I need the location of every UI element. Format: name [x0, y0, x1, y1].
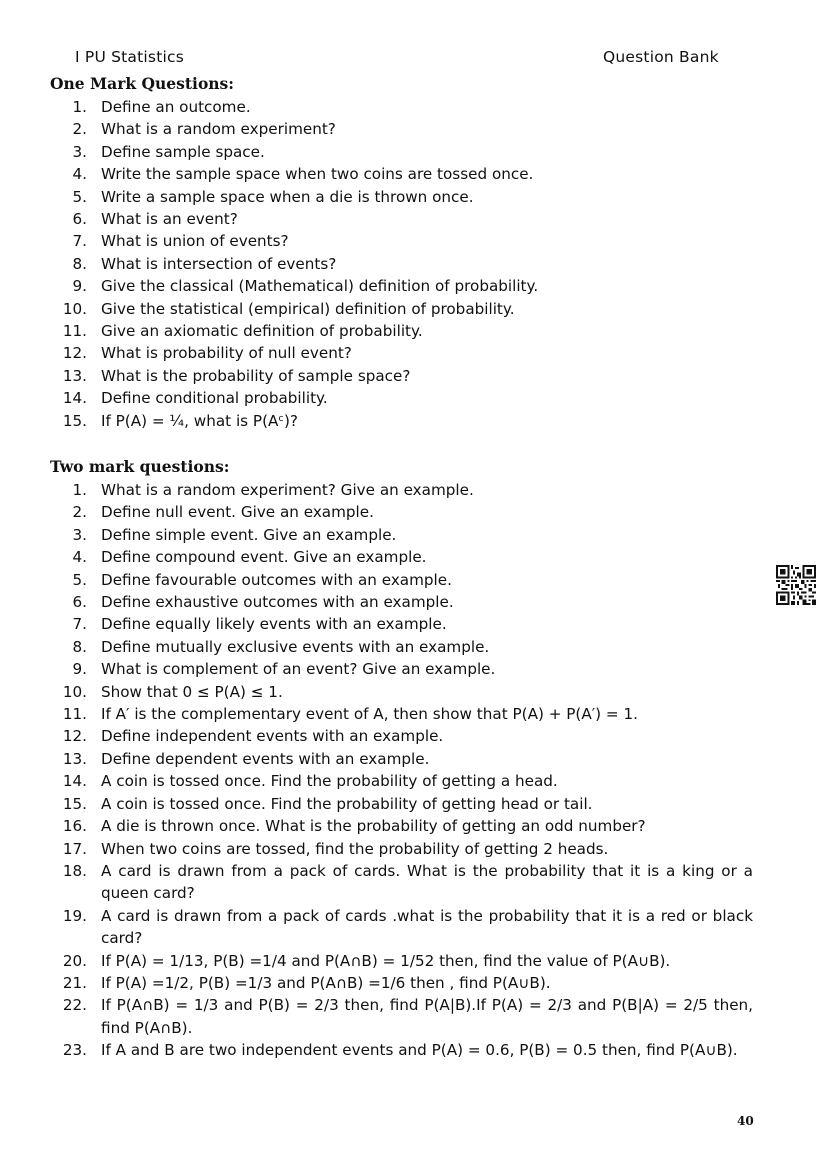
- question-item: [50, 479, 753, 501]
- question-item: [50, 905, 753, 950]
- question-number: 3.: [72, 142, 87, 161]
- two-mark-question-list: [50, 479, 753, 1062]
- question-item: [50, 186, 753, 208]
- question-number: 6.: [72, 210, 87, 229]
- question-number: 11.: [62, 705, 87, 724]
- question-number: 14.: [62, 389, 87, 408]
- question-number: 13.: [62, 366, 87, 385]
- question-number: 2.: [72, 503, 87, 522]
- question-text: What is a random experiment? Give an example.: [101, 481, 474, 499]
- question-number: 22.: [62, 996, 87, 1015]
- question-item: [50, 546, 753, 568]
- question-item: [50, 141, 753, 163]
- question-number: 15.: [62, 411, 87, 430]
- question-text: A card is drawn from a pack of cards. What is the probability that it is a king or a queen card?: [101, 861, 753, 903]
- question-item: [50, 163, 753, 185]
- question-text: A coin is tossed once. Find the probability of getting head or tail.: [101, 794, 593, 813]
- question-text: Define sample space.: [101, 142, 265, 161]
- question-number: 8.: [72, 254, 87, 273]
- question-item: [50, 96, 753, 118]
- question-text: If P(A) = ¼, what is P(Aᶜ)?: [101, 411, 298, 430]
- question-text: What is union of events?: [101, 232, 289, 251]
- question-item: [50, 950, 753, 972]
- question-text: If A′ is the complementary event of A, then show that P(A) + P(A′) = 1.: [101, 705, 638, 724]
- question-number: 16.: [62, 817, 87, 836]
- question-item: [50, 569, 753, 591]
- question-item: [50, 591, 753, 613]
- question-item: [50, 770, 753, 792]
- question-text: Give the statistical (empirical) definition of probability.: [101, 299, 515, 318]
- question-text: Write a sample space when a die is thrown once.: [101, 187, 474, 206]
- question-number: 5.: [72, 187, 87, 206]
- question-item: [50, 387, 753, 409]
- question-item: [50, 298, 753, 320]
- question-text: A coin is tossed once. Find the probability of getting a head.: [101, 772, 558, 791]
- question-number: 4.: [72, 548, 87, 567]
- question-item: [50, 860, 753, 905]
- question-number: 3.: [72, 525, 87, 544]
- question-text: Define mutually exclusive events with an example.: [101, 637, 490, 656]
- question-number: 7.: [72, 615, 87, 634]
- qr-code-icon: [776, 565, 816, 605]
- header-subject: I PU Statistics: [75, 48, 184, 66]
- question-item: [50, 208, 753, 230]
- question-text: What is complement of an event? Give an example.: [101, 660, 496, 679]
- question-number: 21.: [62, 973, 87, 992]
- question-item: [50, 118, 753, 140]
- question-text: Define simple event. Give an example.: [101, 525, 397, 544]
- section-title-two-mark: Two mark questions:: [50, 457, 230, 476]
- question-item: [50, 501, 753, 523]
- question-item: [50, 613, 753, 635]
- question-text: Define null event. Give an example.: [101, 503, 374, 522]
- question-text: Show that 0 ≤ P(A) ≤ 1.: [101, 682, 283, 701]
- question-number: 18.: [62, 861, 87, 880]
- question-text: What is the probability of sample space?: [101, 366, 411, 385]
- question-item: [50, 703, 753, 725]
- question-text: A card is drawn from a pack of cards .what is the probability that it is a red or black card?: [101, 906, 753, 948]
- question-number: 12.: [62, 344, 87, 363]
- question-text: If P(A) = 1/13, P(B) =1/4 and P(A∩B) = 1/52 then, find the value of P(A∪B).: [101, 951, 671, 970]
- question-number: 23.: [62, 1041, 87, 1060]
- question-number: 8.: [72, 637, 87, 656]
- question-text: When two coins are tossed, find the probability of getting 2 heads.: [101, 839, 609, 858]
- question-item: [50, 524, 753, 546]
- question-item: [50, 658, 753, 680]
- question-item: [50, 365, 753, 387]
- question-text: A die is thrown once. What is the probability of getting an odd number?: [101, 817, 646, 836]
- question-item: [50, 838, 753, 860]
- question-text: Define equally likely events with an example.: [101, 615, 447, 634]
- question-text: If P(A) =1/2, P(B) =1/3 and P(A∩B) =1/6 then , find P(A∪B).: [101, 973, 551, 992]
- question-number: 1.: [72, 98, 87, 116]
- question-text: Define compound event. Give an example.: [101, 548, 427, 567]
- question-item: [50, 275, 753, 297]
- page-number: 40: [737, 1114, 754, 1128]
- question-number: 13.: [62, 749, 87, 768]
- question-item: [50, 994, 753, 1039]
- question-text: Give the classical (Mathematical) definition of probability.: [101, 277, 539, 296]
- question-number: 9.: [72, 277, 87, 296]
- question-item: [50, 681, 753, 703]
- question-item: [50, 342, 753, 364]
- question-number: 14.: [62, 772, 87, 791]
- question-number: 11.: [62, 322, 87, 341]
- question-item: [50, 793, 753, 815]
- question-text: Define exhaustive outcomes with an example.: [101, 593, 454, 612]
- question-item: [50, 972, 753, 994]
- question-text: Define favourable outcomes with an example.: [101, 570, 452, 589]
- question-number: 10.: [62, 299, 87, 318]
- question-text: If A and B are two independent events and P(A) = 0.6, P(B) = 0.5 then, find P(A∪B).: [101, 1041, 738, 1060]
- question-item: [50, 748, 753, 770]
- question-text: Write the sample space when two coins are tossed once.: [101, 165, 534, 184]
- question-text: Give an axiomatic definition of probability.: [101, 322, 423, 341]
- question-number: 5.: [72, 570, 87, 589]
- question-text: What is intersection of events?: [101, 254, 337, 273]
- question-number: 20.: [62, 951, 87, 970]
- question-number: 10.: [62, 682, 87, 701]
- question-text: Define independent events with an example.: [101, 727, 444, 746]
- question-number: 1.: [72, 481, 87, 499]
- question-number: 7.: [72, 232, 87, 251]
- question-number: 17.: [62, 839, 87, 858]
- question-item: [50, 253, 753, 275]
- one-mark-question-list: [50, 96, 753, 432]
- question-text: What is an event?: [101, 210, 238, 229]
- question-item: [50, 1039, 753, 1061]
- question-item: [50, 320, 753, 342]
- question-text: What is probability of null event?: [101, 344, 352, 363]
- question-number: 9.: [72, 660, 87, 679]
- question-number: 6.: [72, 593, 87, 612]
- question-text: Define dependent events with an example.: [101, 749, 430, 768]
- section-title-one-mark: One Mark Questions:: [50, 74, 234, 93]
- question-number: 12.: [62, 727, 87, 746]
- question-number: 2.: [72, 120, 87, 139]
- question-text: If P(A∩B) = 1/3 and P(B) = 2/3 then, find P(A|B).If P(A) = 2/3 and P(B|A) = 2/5 then, find P(A∩B).: [101, 996, 753, 1037]
- question-number: 15.: [62, 794, 87, 813]
- header-doc-type: Question Bank: [603, 48, 719, 66]
- question-item: [50, 230, 753, 252]
- question-number: 4.: [72, 165, 87, 184]
- question-item: [50, 815, 753, 837]
- question-text: Define an outcome.: [101, 98, 251, 116]
- question-item: [50, 725, 753, 747]
- question-text: Define conditional probability.: [101, 389, 328, 408]
- question-item: [50, 636, 753, 658]
- question-number: 19.: [62, 906, 87, 925]
- question-item: [50, 410, 753, 432]
- question-text: What is a random experiment?: [101, 120, 336, 139]
